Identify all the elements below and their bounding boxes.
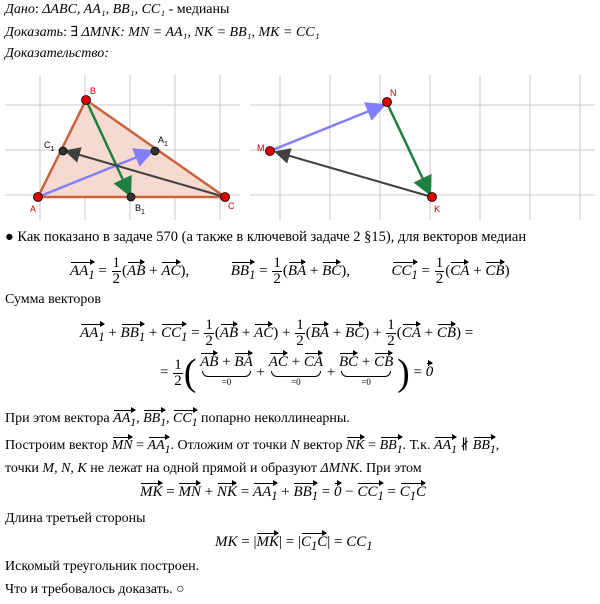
formula-mk: MK = MN + NK = $AA_1 + BB_1 = 0 - CC_1 = C_1C$ — [140, 484, 426, 503]
construct-line-1: Построим вектор MN = $AA_1$. Отложим от точки N вектор NK = $BB_1$. Т.к. $AA_1$ ∦ $BB_1$, — [5, 438, 500, 456]
prove-text: ΔMNK: MN = AA₁, NK = BB₁, MK = CC₁ — [81, 25, 320, 40]
built-line: Искомый треугольник построен. — [5, 559, 200, 574]
prove-line — [5, 24, 320, 41]
proof-label: Доказательство: — [5, 46, 109, 61]
zero-label-2: =0 — [291, 377, 301, 387]
label-a1: $A_1$ — [158, 135, 168, 148]
construct-line-2: точки M, N, K не лежат на одной прямой и образуют ΔMNK. При этом — [5, 461, 422, 476]
prove-sep: : ∃ — [63, 25, 82, 40]
right-grid — [250, 75, 595, 220]
paragraph-medians: ● Как показано в задаче 570 (а также в ключевой задаче 2 §15), для векторов медиан — [5, 229, 527, 245]
label-n: N — [390, 88, 397, 98]
label-b: B — [90, 86, 97, 96]
formula-regroup: = $\frac{1}{2}$ ( AB + BA =0 + AC + CA =0 + BC + CB =0 ) = 0 — [160, 352, 434, 394]
noncollinear-line: При этом вектора $AA_1$, $BB_1$, $CC_1$ попарно неколлинеарны. — [5, 411, 350, 429]
label-c: C — [228, 201, 235, 211]
given-suffix: - медианы — [165, 2, 230, 17]
prove-label: Доказать — [5, 25, 64, 40]
third-side-label: Длина третьей стороны — [5, 511, 146, 526]
label-c1: $C_1$ — [44, 140, 55, 153]
label-m: M — [257, 143, 265, 153]
qed-line: Что и требовалось доказать. ○ — [5, 582, 185, 597]
formula-length: MK = $|MK| = |C_1C| = CC_1$ — [215, 534, 373, 553]
vector-nk — [387, 103, 430, 194]
zero-label-1: =0 — [221, 377, 232, 387]
label-a: A — [30, 204, 37, 214]
given-sep: : — [34, 2, 43, 17]
label-b1: $B_1$ — [135, 203, 145, 216]
vector-mn — [270, 105, 384, 151]
formula-sum: $AA_1 + BB_1 + CC_1$ = $\frac{1}{2}$ (AB + AC) + $\frac{1}{2}$ (BA + BC) + $\frac{1}{2}$ (CA + CB) = — [80, 317, 474, 349]
formula-medians: $AA_1$ = $\frac{1}{2}$ (AB + AC), $BB_1$ = $\frac{1}{2}$ (BA + BC), $CC_1$ = $\frac{1}{2}$ (CA + CB) — [70, 255, 510, 287]
vector-km — [276, 152, 432, 197]
zero-label-3: =0 — [361, 377, 371, 387]
given-line — [5, 2, 229, 18]
figure-panel — [0, 70, 600, 222]
given-label: Дано — [5, 2, 35, 17]
sum-label: Сумма векторов — [5, 292, 102, 307]
label-k: K — [434, 204, 441, 214]
given-text: ΔABC, AA₁, BB₁, CC₁ — [42, 2, 166, 17]
